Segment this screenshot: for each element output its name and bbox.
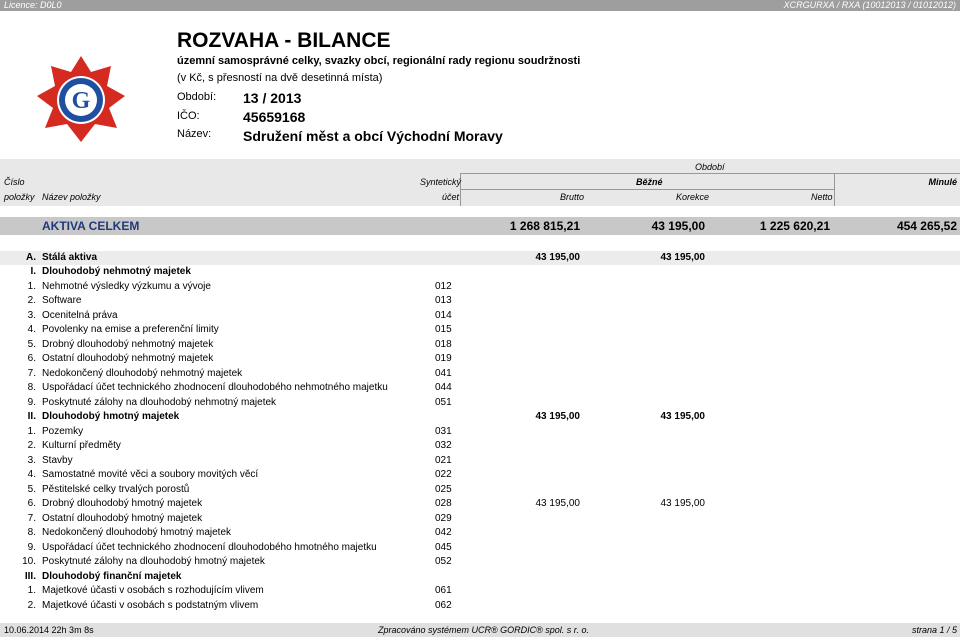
row-brutto: 43 195,00 — [535, 251, 580, 263]
row-account: 041 — [435, 367, 452, 379]
row-number: 3. — [27, 309, 36, 321]
row-name: Samostatné movité věci a soubory movitých věcí — [42, 469, 259, 480]
row-account: 021 — [435, 454, 452, 466]
row-name: Nedokončený dlouhodobý nehmotný majetek — [42, 367, 243, 379]
row-number: 1. — [27, 280, 36, 292]
top-bar — [0, 0, 960, 11]
row-account: 052 — [435, 556, 452, 567]
table-row — [0, 468, 960, 483]
row-name: Dlouhodobý hmotný majetek — [42, 411, 180, 422]
row-account: 062 — [435, 599, 452, 611]
table-row — [0, 410, 960, 425]
row-name: Povolenky na emise a preferenční limity — [42, 324, 219, 335]
row-name: Dlouhodobý nehmotný majetek — [42, 266, 191, 277]
footer-processed: Zpracováno systémem UCR® GORDIC® spol. s r. o. — [378, 625, 589, 635]
row-number: 10. — [22, 556, 36, 567]
row-korekce: 43 195,00 — [660, 251, 705, 263]
row-account: 019 — [435, 353, 452, 364]
col-bezne: Běžné — [636, 177, 663, 187]
row-number: 3. — [27, 454, 36, 466]
table-row — [0, 541, 960, 556]
row-account: 042 — [435, 527, 452, 538]
row-number: I. — [30, 266, 36, 277]
ico-label: IČO: — [177, 110, 200, 122]
row-number: 8. — [27, 382, 36, 393]
row-account: 025 — [435, 483, 452, 495]
aktiva-celkem-row — [0, 217, 960, 235]
licence-text: Licence: D0L0 — [4, 0, 62, 10]
period-label: Období: — [177, 91, 217, 103]
row-account: 031 — [435, 425, 452, 437]
table-row — [0, 570, 960, 585]
table-row — [0, 309, 960, 324]
report-title: ROZVAHA - BILANCE — [177, 29, 391, 52]
row-account: 015 — [435, 324, 452, 335]
row-name: Uspořádací účet technického zhodnocení dlouhodobého nehmotného majetku — [42, 382, 388, 393]
row-name: Drobný dlouhodobý nehmotný majetek — [42, 338, 214, 350]
row-number: 5. — [27, 338, 36, 350]
row-korekce: 43 195,00 — [660, 411, 705, 422]
report-code: XCRGURXA / RXA (10012013 / 01012012) — [783, 0, 956, 10]
row-name: Drobný dlouhodobý hmotný majetek — [42, 498, 203, 509]
row-number: 7. — [27, 367, 36, 379]
table-row — [0, 352, 960, 367]
row-name: Kulturní předměty — [42, 440, 121, 451]
row-name: Pěstitelské celky trvalých porostů — [42, 483, 190, 495]
row-number: 5. — [27, 483, 36, 495]
table-row — [0, 338, 960, 353]
table-row — [0, 599, 960, 614]
report-subtitle: územní samosprávné celky, svazky obcí, regionální rady regionu soudržnosti — [177, 55, 581, 67]
row-number: 1. — [27, 585, 36, 596]
row-name: Ostatní dlouhodobý nehmotný majetek — [42, 353, 214, 364]
row-account: 018 — [435, 338, 452, 350]
table-row — [0, 251, 960, 266]
row-number: III. — [24, 570, 36, 582]
table-row — [0, 439, 960, 454]
row-account: 061 — [435, 585, 452, 596]
col-korekce: Korekce — [676, 192, 710, 202]
row-name: Dlouhodobý finanční majetek — [42, 570, 182, 582]
row-number: 6. — [27, 498, 36, 509]
row-account: 044 — [435, 382, 452, 393]
table-row — [0, 367, 960, 382]
aktiva-label: AKTIVA CELKEM — [42, 219, 140, 233]
footer-datetime: 10.06.2014 22h 3m 8s — [4, 625, 94, 635]
row-name: Majetkové účasti v osobách s podstatným vlivem — [42, 599, 259, 611]
col-cislo: Číslo — [4, 177, 25, 187]
row-account: 028 — [435, 498, 452, 509]
name-label: Název: — [177, 128, 212, 140]
row-account: 051 — [435, 396, 452, 408]
table-row — [0, 294, 960, 309]
aktiva-brutto: 1 268 815,21 — [509, 219, 580, 233]
gordic-logo-icon — [22, 55, 140, 145]
table-row — [0, 381, 960, 396]
table-row — [0, 396, 960, 411]
row-name: Poskytnuté zálohy na dlouhodobý hmotný majetek — [42, 556, 265, 567]
ico-value: 45659168 — [243, 109, 306, 125]
row-account: 013 — [435, 295, 452, 306]
row-brutto: 43 195,00 — [535, 498, 580, 509]
row-account: 029 — [435, 512, 452, 524]
row-name: Stálá aktiva — [42, 251, 98, 263]
table-row — [0, 512, 960, 527]
row-brutto: 43 195,00 — [535, 411, 580, 422]
table-row — [0, 584, 960, 599]
table-row — [0, 265, 960, 280]
col-obdobi: Období — [695, 162, 725, 172]
row-name: Stavby — [42, 454, 73, 466]
row-account: 022 — [435, 469, 452, 480]
period-value: 13 / 2013 — [243, 90, 302, 106]
row-number: A. — [26, 251, 36, 263]
units-note: (v Kč, s přesností na dvě desetinná místa) — [177, 72, 383, 84]
row-number: 4. — [27, 469, 36, 480]
col-minule: Minulé — [928, 177, 957, 187]
footer — [0, 623, 960, 637]
row-number: 9. — [27, 396, 36, 408]
name-value: Sdružení měst a obcí Východní Moravy — [243, 128, 503, 144]
col-netto: Netto — [811, 192, 833, 202]
row-name: Majetkové účasti v osobách s rozhodujícím vlivem — [42, 585, 264, 596]
aktiva-netto: 1 225 620,21 — [759, 219, 830, 233]
table-row — [0, 323, 960, 338]
row-name: Nehmotné výsledky výzkumu a vývoje — [42, 280, 211, 292]
row-number: 6. — [27, 353, 36, 364]
footer-page: strana 1 / 5 — [911, 625, 957, 635]
table-row — [0, 483, 960, 498]
table-row — [0, 454, 960, 469]
row-name: Nedokončený dlouhodobý hmotný majetek — [42, 527, 232, 538]
aktiva-korekce: 43 195,00 — [651, 219, 705, 233]
row-name: Ocenitelná práva — [42, 309, 118, 321]
col-ucet: účet — [442, 192, 460, 202]
col-polozky: položky — [4, 192, 35, 202]
table-row — [0, 555, 960, 570]
row-number: 2. — [27, 440, 36, 451]
row-number: II. — [27, 411, 36, 422]
row-account: 014 — [435, 309, 452, 321]
table-row — [0, 526, 960, 541]
row-number: 1. — [27, 425, 36, 437]
table-row — [0, 497, 960, 512]
row-number: 2. — [27, 295, 36, 306]
row-number: 2. — [27, 599, 36, 611]
row-name: Poskytnuté zálohy na dlouhodobý nehmotný majetek — [42, 396, 277, 408]
aktiva-minule: 454 265,52 — [896, 219, 957, 233]
row-name: Software — [42, 295, 82, 306]
row-number: 8. — [27, 527, 36, 538]
col-brutto: Brutto — [560, 192, 585, 202]
row-account: 032 — [435, 440, 452, 451]
row-korekce: 43 195,00 — [660, 498, 705, 509]
column-header — [0, 159, 960, 206]
row-name: Pozemky — [42, 425, 84, 437]
row-account: 012 — [435, 280, 452, 292]
svg-text:G: G — [71, 88, 91, 114]
row-number: 7. — [27, 512, 36, 524]
table-row — [0, 280, 960, 295]
col-synteticky: Syntetický — [420, 177, 462, 187]
row-number: 4. — [27, 324, 36, 335]
row-number: 9. — [27, 541, 36, 553]
table-row — [0, 425, 960, 440]
row-name: Ostatní dlouhodobý hmotný majetek — [42, 512, 203, 524]
row-name: Uspořádací účet technického zhodnocení dlouhodobého hmotného majetku — [42, 541, 377, 553]
row-account: 045 — [435, 541, 452, 553]
col-nazev: Název položky — [42, 192, 101, 202]
